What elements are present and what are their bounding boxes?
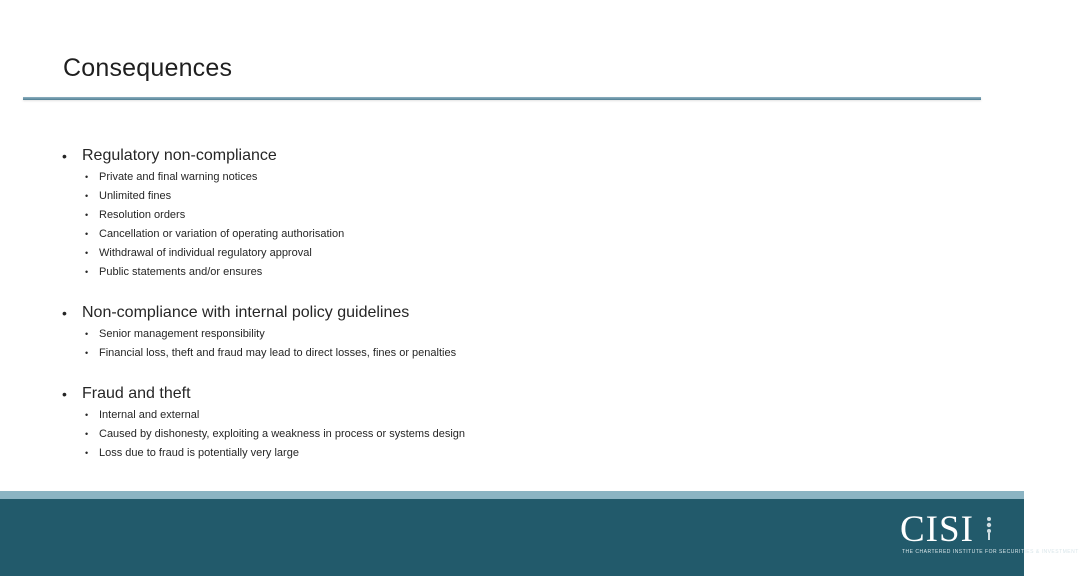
list-item — [62, 263, 762, 282]
crest-icon — [984, 515, 994, 541]
list-item-text: Caused by dishonesty, exploiting a weakness in process or systems design — [99, 428, 466, 440]
list-item-text: Unlimited fines — [99, 190, 172, 202]
bullet-icon: • — [85, 448, 89, 458]
bullet-icon: • — [85, 348, 89, 358]
list-item-text: Senior management responsibility — [99, 328, 265, 340]
section-heading — [62, 384, 762, 404]
logo-wordmark: CISI — [900, 509, 974, 550]
bullet-icon: • — [62, 305, 67, 321]
bullet-icon: • — [85, 172, 89, 182]
footer-accent-band — [0, 491, 1024, 499]
list-item-text: Loss due to fraud is potentially very large — [99, 447, 299, 459]
list-item — [62, 168, 762, 187]
bullet-icon: • — [85, 329, 89, 339]
bullet-icon: • — [62, 148, 67, 164]
list-item-text: Cancellation or variation of operating authorisation — [99, 228, 345, 240]
list-item-text: Internal and external — [99, 409, 200, 421]
bullet-icon: • — [85, 429, 89, 439]
section-heading-text: Non-compliance with internal policy guidelines — [82, 304, 410, 321]
bullet-icon: • — [85, 410, 89, 420]
bullet-icon: • — [62, 386, 67, 402]
bullet-content — [62, 146, 762, 484]
list-item-text: Withdrawal of individual regulatory approval — [99, 247, 312, 259]
section-heading — [62, 146, 762, 166]
list-item-text: Resolution orders — [99, 209, 186, 221]
list-item-text: Financial loss, theft and fraud may lead to direct losses, fines or penalties — [99, 347, 457, 359]
list-item — [62, 344, 762, 363]
list-item-text: Private and final warning notices — [99, 171, 258, 183]
logo-tagline: THE CHARTERED INSTITUTE FOR SECURITIES & INVESTMENT — [902, 549, 1079, 555]
title-divider — [23, 97, 981, 100]
bullet-icon: • — [85, 248, 89, 258]
section-heading-text: Fraud and theft — [82, 385, 191, 402]
section-heading-text: Regulatory non-compliance — [82, 147, 277, 164]
sub-list — [62, 168, 762, 282]
section-regulatory — [62, 146, 762, 282]
list-item — [62, 225, 762, 244]
cisi-logo — [900, 509, 1079, 563]
section-internal-policy — [62, 303, 762, 363]
list-item — [62, 325, 762, 344]
slide-title: Consequences — [63, 54, 233, 82]
list-item — [62, 206, 762, 225]
list-item — [62, 406, 762, 425]
list-item-text: Public statements and/or ensures — [99, 266, 263, 278]
bullet-icon: • — [85, 267, 89, 277]
list-item — [62, 444, 762, 463]
bullet-icon: • — [85, 229, 89, 239]
list-item — [62, 187, 762, 206]
bullet-icon: • — [85, 191, 89, 201]
list-item — [62, 425, 762, 444]
list-item — [62, 244, 762, 263]
sub-list — [62, 325, 762, 363]
bullet-icon: • — [85, 210, 89, 220]
section-fraud-theft — [62, 384, 762, 463]
footer-band — [0, 499, 1079, 576]
section-heading — [62, 303, 762, 323]
sub-list — [62, 406, 762, 463]
